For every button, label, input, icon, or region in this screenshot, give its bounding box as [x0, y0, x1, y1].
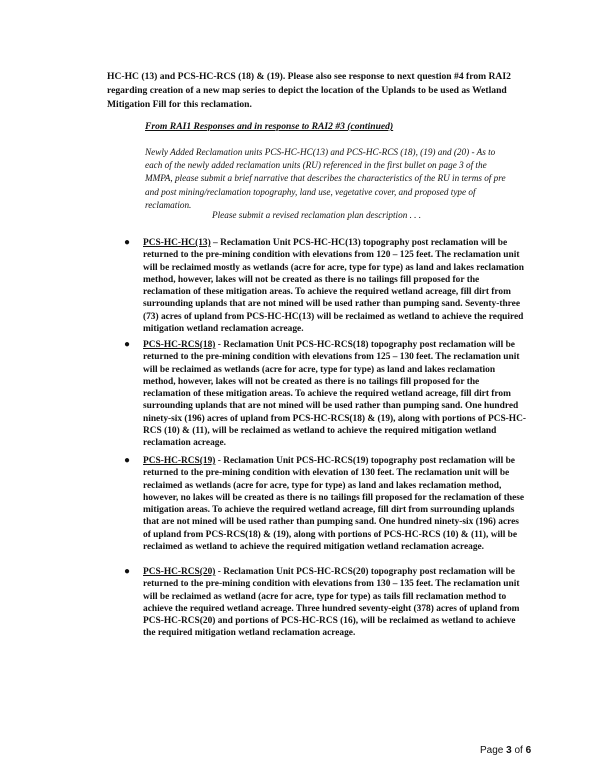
page-word: Page	[480, 745, 507, 756]
bullet-item-hc13	[124, 237, 528, 335]
page-total: 6	[525, 745, 532, 756]
bullet-item-rcs20	[124, 566, 528, 640]
page-footer	[480, 745, 531, 756]
bullet-text: - Reclamation Unit PCS-HC-RCS(19) topography post reclamation will be returned to the pre-mining condition with elevation of 130 feet. The reclamation unit will be reclaimed as wetlands (acre for acre, type for type) as land and lakes reclamation method, however, no lakes will be created as there is no tailings fill proposed for the reclamation of these mitigation areas. To achieve the required wetland acreage, fill dirt from surrounding uplands that are not mined will be used rather than pumping sand. One hundred ninety-six (196) acres of upland from PCS-RCS(18) & (19), along with portions of PCS-HC-RCS (10) & (11), will be reclaimed as wetland to achieve the required mitigation wetland reclamation acreage.	[143, 456, 525, 553]
bullet-text: – Reclamation Unit PCS-HC-HC(13) topography post reclamation will be returned to the pre-mining condition with elevations from 120 – 125 feet. The reclamation unit will be reclaimed mostly as wetlands (acre for acre, type for type) as land and lakes reclamation method, however, lakes will not be created as there is no tailings fill proposed for the reclamation of these mitigation areas. To achieve the required wetland acreage, fill dirt from surrounding uplands that are not mined will be used rather than pumping sand. Seventy-three (73) acres of upland from PCS-HC-HC(13) will be reclaimed as wetland to achieve the required mitigation wetland reclamation acreage.	[143, 238, 524, 335]
bullet-marker: ●	[124, 455, 131, 466]
bullet-code: PCS-HC-RCS(19)	[143, 456, 216, 466]
intro-paragraph: HC-HC (13) and PCS-HC-RCS (18) & (19). Please also see response to next question #4 from RAI2 regarding creation of a new map series to depict the location of the Uplands to be used as Wetland Mitigation Fill for this reclamation.	[107, 71, 511, 110]
bullet-code: PCS-HC-RCS(20)	[143, 567, 216, 577]
section-heading: From RAI1 Responses and in response to RAI2 #3 (continued)	[145, 121, 394, 132]
bullet-marker: ●	[124, 237, 131, 248]
bullet-text: - Reclamation Unit PCS-HC-RCS(20) topography post reclamation will be returned to the pre-mining condition with elevations from 130 – 135 feet. The reclamation unit will be reclaimed as wetland (acre for acre, type for type) as tails fill reclamation method to achieve the required wetland acreage. Three hundred seventy-eight (378) acres of upland from PCS-HC-RCS(20) and portions of PCS-HC-RCS (16), will be reclaimed as wetland to achieve the required mitigation wetland reclamation acreage.	[143, 567, 520, 639]
bullet-item-rcs19	[124, 455, 528, 553]
bullet-code: PCS-HC-RCS(18)	[143, 340, 216, 350]
question-paragraph: Newly Added Reclamation units PCS-HC-HC(13) and PCS-HC-RCS (18), (19) and (20) - As to each of the newly added reclamation units (RU) referenced in the first bullet on page 3 of the MMPA, please submit a brief narrative that describes the characteristics of the RU in terms of pre and post mining/reclamation topography, land use, vegetative cover, and proposed type of reclamation.	[145, 147, 506, 210]
page-number: 3	[506, 745, 512, 756]
bullet-code: PCS-HC-HC(13)	[143, 238, 211, 248]
bullet-item-rcs18	[124, 339, 528, 450]
of-word: of	[511, 745, 526, 756]
bullet-marker: ●	[124, 339, 131, 350]
bullet-text: - Reclamation Unit PCS-HC-RCS(18) topography post reclamation will be returned to the pre-mining condition with elevations from 125 – 130 feet. The reclamation unit will be reclaimed as wetlands (acre for acre, type for type) as land and lakes reclamation method, however, lakes will not be created as there is no tailings fill proposed for the reclamation of these mitigation areas. To achieve the required wetland acreage, fill dirt from surrounding uplands that are not mined will be used rather than pumping sand. One hundred ninety-six (196) acres of upland from PCS-HC-RCS(18) & (19), along with portions of PCS-HC-RCS (10) & (11), will be reclaimed as wetland to achieve the required mitigation wetland reclamation acreage.	[143, 340, 526, 449]
bullet-marker: ●	[124, 566, 131, 577]
question-followup: Please submit a revised reclamation plan description . . .	[212, 210, 422, 220]
